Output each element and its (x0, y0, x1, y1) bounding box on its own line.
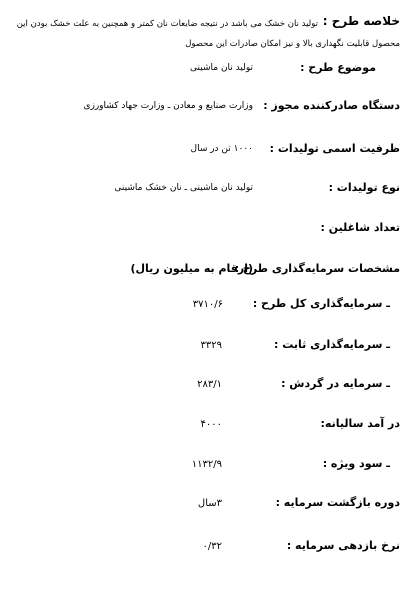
payback-period-value: ۳سال (197, 498, 222, 509)
payback-period-label: دوره بازگشت سرمایه : (275, 496, 400, 509)
annual-income-label: در آمد سالیانه: (320, 417, 400, 430)
authority-label: دستگاه صادرکننده مجوز : (263, 99, 400, 112)
investment-heading: مشخصات سرمایه‌گذاری طرح : (234, 262, 400, 275)
employees-label: تعداد شاغلین : (320, 221, 400, 234)
summary-title: خلاصه طرح : (322, 14, 400, 28)
fixed-investment-label: ـ سرمایه‌گذاری ثابت : (273, 338, 390, 351)
authority-value: وزارت صنایع و معادن ـ وزارت جهاد کشاورزی (83, 101, 253, 111)
net-profit-value: ۱۱۳۲/۹ (191, 459, 222, 470)
working-capital-value: ۲۸۳/۱ (197, 379, 222, 390)
summary-line-2: محصول قابلیت نگهداری بالا و نیز امکان صادرات این محصول (185, 39, 400, 49)
total-investment-value: ۳۷۱۰/۶ (192, 299, 223, 310)
annual-income-value: ۴۰۰۰ (200, 419, 222, 430)
subject-value: تولید نان ماشینی (190, 63, 253, 73)
total-investment-label: ـ سرمایه‌گذاری کل طرح : (252, 297, 390, 310)
products-value: تولید نان ماشینی ـ نان خشک ماشینی (114, 183, 253, 193)
capacity-value: ۱۰۰۰ تن در سال (190, 144, 253, 154)
capacity-label: ظرفیت اسمی تولیدات : (269, 142, 400, 155)
fixed-investment-value: ۳۳۲۹ (200, 340, 222, 351)
summary-line-1: تولید نان خشک می باشد در نتیجه ضایعات نان کمتر و همچنین به علت خشک بودن این (16, 19, 318, 29)
return-rate-value: ۰/۳۲ (202, 541, 222, 552)
products-label: نوع تولیدات : (328, 181, 400, 194)
net-profit-label: ـ سود ویژه : (322, 457, 390, 470)
working-capital-label: ـ سرمایه در گردش : (281, 377, 390, 390)
investment-unit-note: (ارقام به میلیون ریال) (130, 262, 253, 275)
subject-label: موضوع طرح : (300, 61, 376, 74)
return-rate-label: نرخ بازدهی سرمایه : (286, 539, 400, 552)
